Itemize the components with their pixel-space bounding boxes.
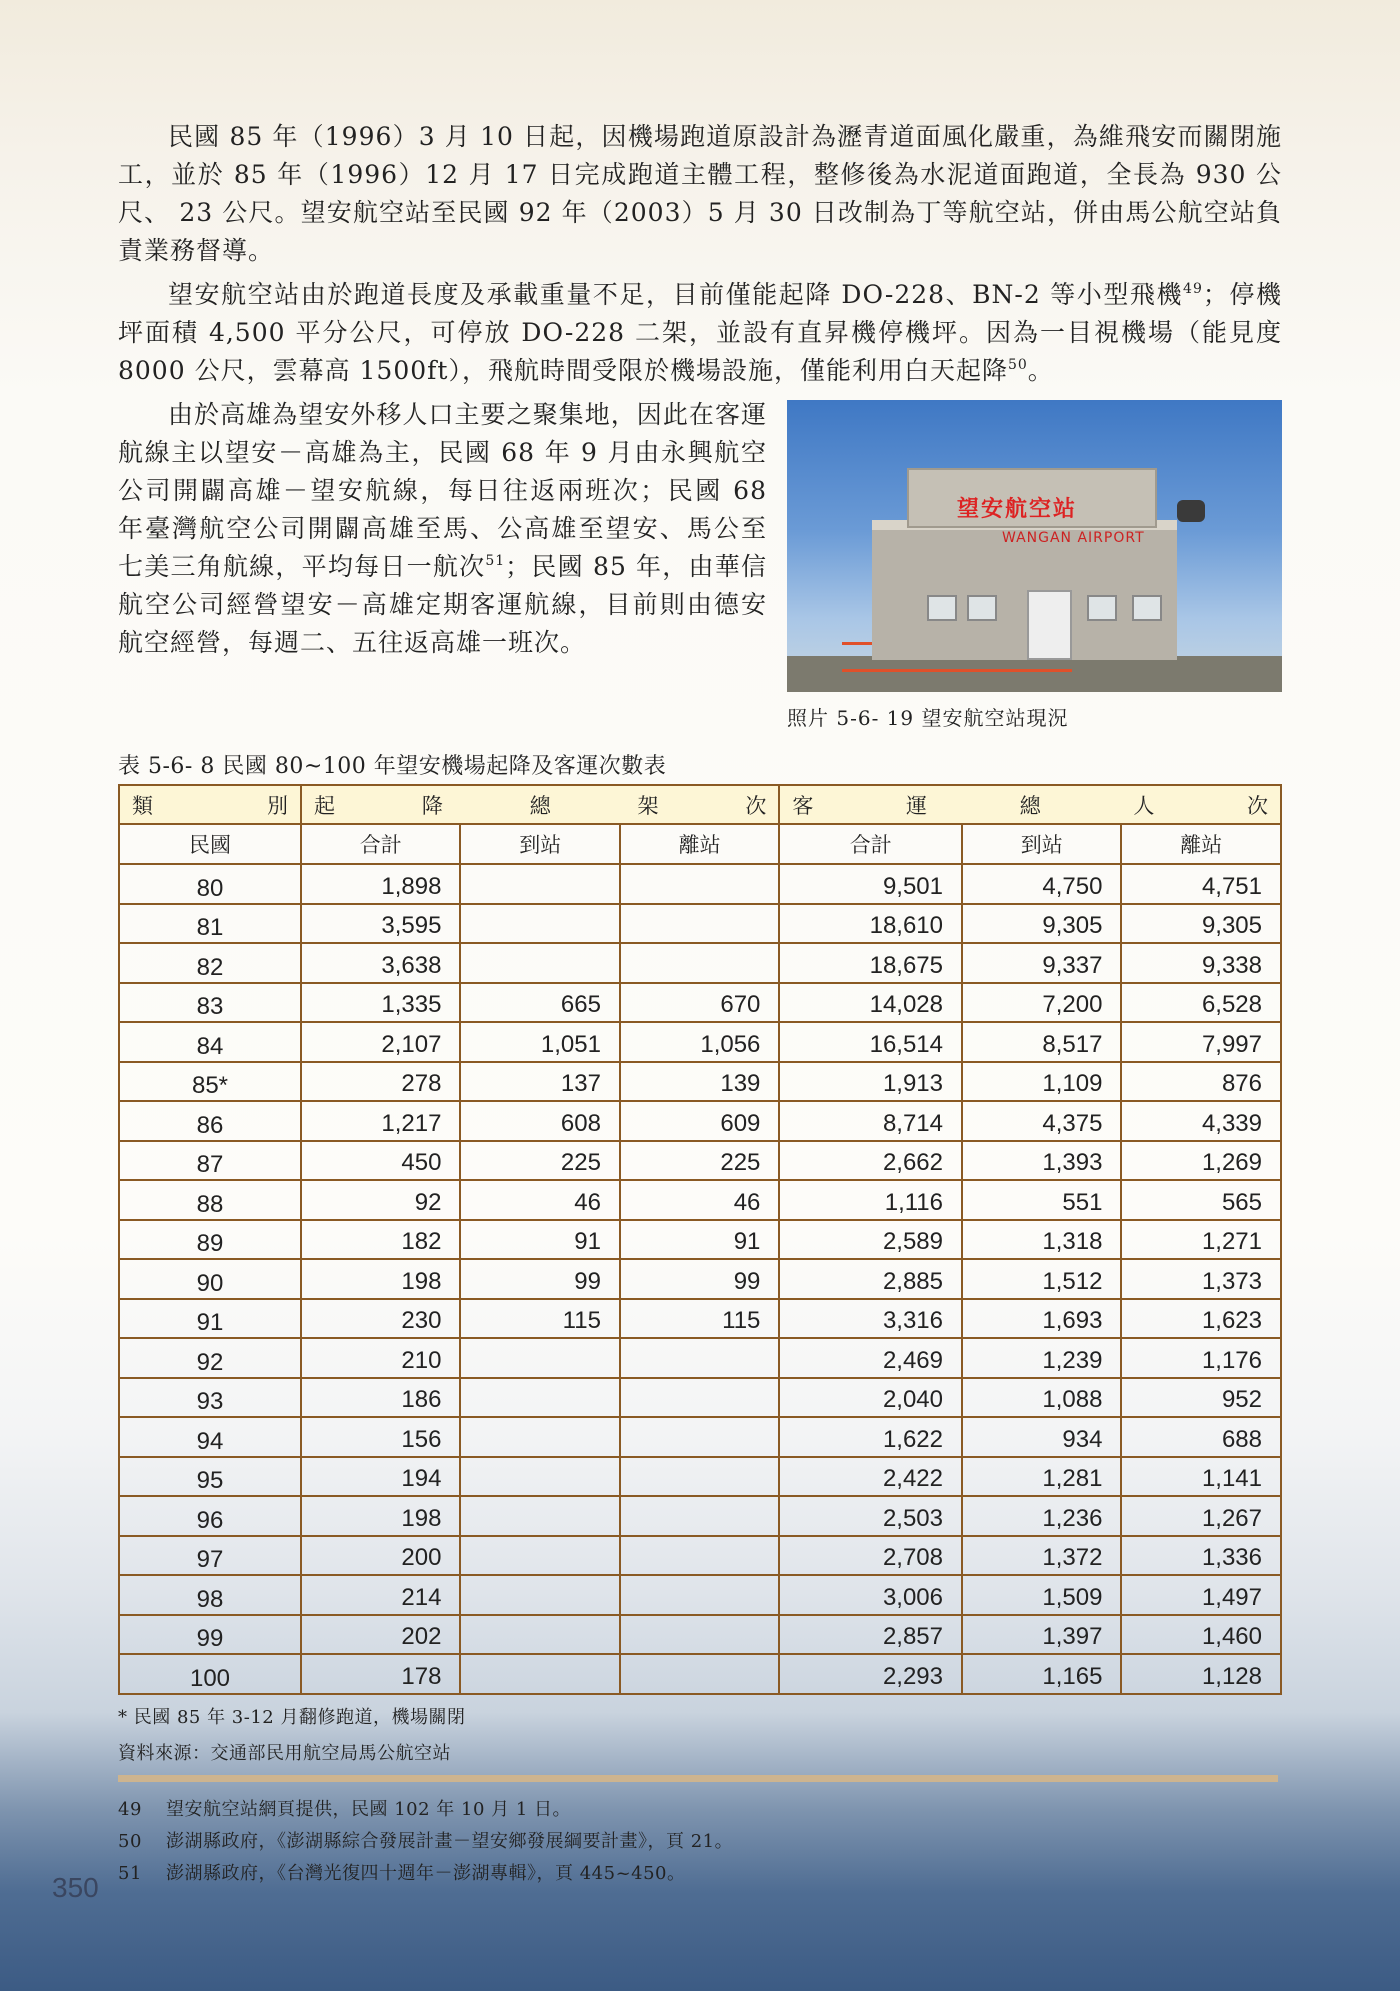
table-source: 資料來源：交通部民用航空局馬公航空站: [118, 1742, 451, 1764]
year-cell: 99: [119, 1615, 301, 1655]
group-header-row: [119, 785, 1281, 824]
year-cell: 84: [119, 1022, 301, 1062]
value-cell: 450: [301, 1141, 460, 1181]
value-cell: 91: [620, 1220, 779, 1260]
value-cell: 7,200: [962, 983, 1121, 1023]
sub-header-cell: 合計: [301, 824, 460, 864]
photo-figure: [787, 400, 1282, 731]
table-note: * 民國 85 年 3-12 月翻修跑道，機場關閉: [118, 1706, 466, 1728]
value-cell: 225: [620, 1141, 779, 1181]
value-cell: [620, 864, 779, 904]
year-cell: 89: [119, 1220, 301, 1260]
value-cell: 7,997: [1121, 1022, 1281, 1062]
table-row: [119, 1299, 1281, 1339]
table-row: [119, 1536, 1281, 1576]
footnote: [118, 1795, 571, 1821]
table-row: [119, 1575, 1281, 1615]
value-cell: [460, 1615, 619, 1655]
table-row: [119, 1220, 1281, 1260]
value-cell: 1,269: [1121, 1141, 1281, 1181]
table-row: [119, 1022, 1281, 1062]
footnote: [118, 1859, 686, 1885]
value-cell: [620, 943, 779, 983]
airport-photo: [787, 400, 1282, 692]
value-cell: [460, 1457, 619, 1497]
value-cell: 9,501: [779, 864, 962, 904]
year-cell: 85*: [119, 1062, 301, 1102]
paragraph-text: 望安航空站由於跑道長度及承載重量不足，目前僅能起降 DO-228、BN-2 等小型飛機: [168, 280, 1184, 309]
value-cell: 4,339: [1121, 1101, 1281, 1141]
value-cell: 1,318: [962, 1220, 1121, 1260]
value-cell: 2,857: [779, 1615, 962, 1655]
value-cell: 1,623: [1121, 1299, 1281, 1339]
value-cell: 1,239: [962, 1338, 1121, 1378]
paragraph-text: 由於高雄為望安外移人口主要之聚集地，因此在客運航線主以望安－高雄為主，民國 68 年 9 月由永興航空公司開闢高雄－望安航線，每日往返兩班次；民國 68 年臺灣航空公司開闢高雄至馬、公高雄至望安、馬公至七美三角航線，平均每日一航次: [118, 400, 767, 581]
value-cell: 1,335: [301, 983, 460, 1023]
sub-header-cell: 合計: [779, 824, 962, 864]
value-cell: 182: [301, 1220, 460, 1260]
value-cell: 1,116: [779, 1180, 962, 1220]
paragraph-text: ；停機坪面積 4,500 平分公尺，可停放 DO-228 二架，並設有直昇機停機坪。因為一目視機場（能見度 8000 公尺，雲幕高 1500ft），飛航時間受限於機場設施，僅能利用白天起降: [118, 280, 1282, 385]
value-cell: 156: [301, 1417, 460, 1457]
header-category: [119, 785, 301, 824]
value-cell: 1,622: [779, 1417, 962, 1457]
value-cell: 8,714: [779, 1101, 962, 1141]
footnote-ref[interactable]: 51: [485, 553, 506, 569]
paragraph-text: 。: [1027, 356, 1054, 385]
value-cell: 99: [620, 1259, 779, 1299]
value-cell: [620, 1496, 779, 1536]
table-row: [119, 1141, 1281, 1181]
footnote-ref[interactable]: 50: [1007, 357, 1028, 373]
value-cell: [620, 1338, 779, 1378]
header-char: 次: [1246, 793, 1268, 818]
paragraph-aircraft: [118, 276, 1282, 390]
value-cell: 9,305: [1121, 904, 1281, 944]
photo-caption: 照片 5-6- 19 望安航空站現況: [787, 706, 1069, 730]
value-cell: 1,281: [962, 1457, 1121, 1497]
table-row: [119, 983, 1281, 1023]
value-cell: 9,337: [962, 943, 1121, 983]
value-cell: 934: [962, 1417, 1121, 1457]
value-cell: 1,913: [779, 1062, 962, 1102]
value-cell: 6,528: [1121, 983, 1281, 1023]
table-row: [119, 1457, 1281, 1497]
value-cell: 18,675: [779, 943, 962, 983]
value-cell: 608: [460, 1101, 619, 1141]
sub-header-cell: 離站: [1121, 824, 1281, 864]
year-cell: 94: [119, 1417, 301, 1457]
value-cell: 1,141: [1121, 1457, 1281, 1497]
footnote-text: 望安航空站網頁提供，民國 102 年 10 月 1 日。: [166, 1799, 572, 1820]
header-char: 起: [314, 793, 335, 818]
page-content: [118, 118, 1282, 1765]
value-cell: [460, 1417, 619, 1457]
value-cell: 1,271: [1121, 1220, 1281, 1260]
value-cell: 210: [301, 1338, 460, 1378]
year-cell: 100: [119, 1654, 301, 1694]
value-cell: 3,006: [779, 1575, 962, 1615]
value-cell: 9,305: [962, 904, 1121, 944]
value-cell: [460, 1496, 619, 1536]
year-cell: 91: [119, 1299, 301, 1339]
value-cell: 46: [620, 1180, 779, 1220]
value-cell: 609: [620, 1101, 779, 1141]
value-cell: 2,589: [779, 1220, 962, 1260]
table-row: [119, 1654, 1281, 1694]
value-cell: 278: [301, 1062, 460, 1102]
value-cell: 1,056: [620, 1022, 779, 1062]
footnote-divider: [118, 1775, 1278, 1782]
value-cell: 2,107: [301, 1022, 460, 1062]
year-cell: 92: [119, 1338, 301, 1378]
value-cell: 2,885: [779, 1259, 962, 1299]
value-cell: 1,460: [1121, 1615, 1281, 1655]
value-cell: 1,512: [962, 1259, 1121, 1299]
sub-header-cell: 民國: [119, 824, 301, 864]
value-cell: 91: [460, 1220, 619, 1260]
paragraph-runway: [118, 118, 1282, 270]
table-title: 表 5-6- 8 民國 80~100 年望安機場起降及客運次數表: [118, 754, 667, 779]
value-cell: 1,165: [962, 1654, 1121, 1694]
value-cell: 1,393: [962, 1141, 1121, 1181]
year-cell: 96: [119, 1496, 301, 1536]
footnote-text: 澎湖縣政府，《澎湖縣綜合發展計畫－望安鄉發展綱要計畫》，頁 21。: [166, 1831, 734, 1852]
value-cell: 115: [620, 1299, 779, 1339]
value-cell: 2,662: [779, 1141, 962, 1181]
footnote: [118, 1827, 733, 1853]
value-cell: 1,088: [962, 1378, 1121, 1418]
header-char: 別: [267, 793, 288, 818]
header-char: 人: [1133, 793, 1155, 818]
value-cell: 4,375: [962, 1101, 1121, 1141]
value-cell: 3,316: [779, 1299, 962, 1339]
table-row: [119, 1259, 1281, 1299]
photo-sign-english: WANGAN AIRPORT: [1002, 530, 1145, 546]
value-cell: 2,503: [779, 1496, 962, 1536]
table-row: [119, 1615, 1281, 1655]
value-cell: 565: [1121, 1180, 1281, 1220]
value-cell: 139: [620, 1062, 779, 1102]
value-cell: 688: [1121, 1417, 1281, 1457]
year-cell: 83: [119, 983, 301, 1023]
value-cell: [460, 943, 619, 983]
table-row: [119, 1496, 1281, 1536]
table-row: [119, 1378, 1281, 1418]
value-cell: 1,176: [1121, 1338, 1281, 1378]
header-char: 架: [637, 793, 659, 818]
table-row: [119, 943, 1281, 983]
sub-header-cell: 到站: [962, 824, 1121, 864]
value-cell: 16,514: [779, 1022, 962, 1062]
value-cell: 1,217: [301, 1101, 460, 1141]
year-cell: 80: [119, 864, 301, 904]
sub-header-cell: 離站: [620, 824, 779, 864]
value-cell: 1,397: [962, 1615, 1121, 1655]
value-cell: 1,128: [1121, 1654, 1281, 1694]
sub-header-cell: 到站: [460, 824, 619, 864]
year-cell: 82: [119, 943, 301, 983]
value-cell: 214: [301, 1575, 460, 1615]
value-cell: [460, 904, 619, 944]
value-cell: 225: [460, 1141, 619, 1181]
year-cell: 98: [119, 1575, 301, 1615]
value-cell: 1,509: [962, 1575, 1121, 1615]
header-char: 次: [745, 793, 767, 818]
year-cell: 95: [119, 1457, 301, 1497]
value-cell: 198: [301, 1496, 460, 1536]
value-cell: [620, 1615, 779, 1655]
value-cell: [620, 904, 779, 944]
year-cell: 86: [119, 1101, 301, 1141]
value-cell: 4,751: [1121, 864, 1281, 904]
value-cell: [460, 864, 619, 904]
value-cell: 178: [301, 1654, 460, 1694]
footnote-ref[interactable]: 49: [1183, 281, 1203, 297]
value-cell: 876: [1121, 1062, 1281, 1102]
footnote-number: 51: [118, 1863, 142, 1884]
table-row: [119, 864, 1281, 904]
value-cell: 1,497: [1121, 1575, 1281, 1615]
value-cell: 14,028: [779, 983, 962, 1023]
paragraph-text: ；民國 85 年，由華信航空公司經營望安－高雄定期客運航線，目前則由德安航空經營，每週二、五往返高雄一班次。: [118, 552, 767, 657]
header-char: 降: [421, 793, 443, 818]
value-cell: 202: [301, 1615, 460, 1655]
header-char: 總: [529, 793, 551, 818]
value-cell: 1,051: [460, 1022, 619, 1062]
value-cell: [460, 1654, 619, 1694]
value-cell: 230: [301, 1299, 460, 1339]
header-passengers: [779, 785, 1281, 824]
year-cell: 90: [119, 1259, 301, 1299]
value-cell: 115: [460, 1299, 619, 1339]
value-cell: 670: [620, 983, 779, 1023]
value-cell: 194: [301, 1457, 460, 1497]
page-number: 350: [52, 1872, 99, 1903]
value-cell: 2,708: [779, 1536, 962, 1576]
value-cell: 1,267: [1121, 1496, 1281, 1536]
header-char: 總: [1019, 793, 1041, 818]
value-cell: 18,610: [779, 904, 962, 944]
table-row: [119, 1338, 1281, 1378]
value-cell: [460, 1378, 619, 1418]
value-cell: 1,898: [301, 864, 460, 904]
table-row: [119, 1180, 1281, 1220]
value-cell: 9,338: [1121, 943, 1281, 983]
header-char: 客: [792, 793, 814, 818]
value-cell: 3,595: [301, 904, 460, 944]
value-cell: 2,422: [779, 1457, 962, 1497]
footnote-number: 49: [118, 1799, 142, 1820]
photo-sign-chinese: 望安航空站: [957, 497, 1078, 522]
value-cell: [620, 1536, 779, 1576]
value-cell: 46: [460, 1180, 619, 1220]
value-cell: [460, 1536, 619, 1576]
value-cell: 2,040: [779, 1378, 962, 1418]
year-cell: 93: [119, 1378, 301, 1418]
year-cell: 88: [119, 1180, 301, 1220]
value-cell: 3,638: [301, 943, 460, 983]
value-cell: 952: [1121, 1378, 1281, 1418]
value-cell: 1,236: [962, 1496, 1121, 1536]
value-cell: 137: [460, 1062, 619, 1102]
value-cell: 198: [301, 1259, 460, 1299]
value-cell: [460, 1338, 619, 1378]
value-cell: 665: [460, 983, 619, 1023]
value-cell: [620, 1654, 779, 1694]
value-cell: 1,373: [1121, 1259, 1281, 1299]
table-row: [119, 1417, 1281, 1457]
header-flights: [301, 785, 779, 824]
value-cell: 92: [301, 1180, 460, 1220]
value-cell: 200: [301, 1536, 460, 1576]
year-cell: 87: [119, 1141, 301, 1181]
value-cell: [620, 1457, 779, 1497]
value-cell: 186: [301, 1378, 460, 1418]
value-cell: 4,750: [962, 864, 1121, 904]
value-cell: 99: [460, 1259, 619, 1299]
sub-header-row: [119, 824, 1281, 864]
paragraph-text: 民國 85 年（1996）3 月 10 日起，因機場跑道原設計為瀝青道面風化嚴重，為維飛安而關閉施工，並於 85 年（1996）12 月 17 日完成跑道主體工程，整修後為水泥道面跑道，全長為 930 公尺、 23 公尺。望安航空站至民國 92 年（2003）5 月 30 日改制為丁等航空站，併由馬公航空站負責業務督導。: [118, 122, 1282, 265]
table-row: [119, 904, 1281, 944]
value-cell: 1,372: [962, 1536, 1121, 1576]
value-cell: [620, 1417, 779, 1457]
value-cell: 1,336: [1121, 1536, 1281, 1576]
year-cell: 81: [119, 904, 301, 944]
table-row: [119, 1101, 1281, 1141]
value-cell: 1,693: [962, 1299, 1121, 1339]
value-cell: [620, 1575, 779, 1615]
value-cell: [620, 1378, 779, 1418]
value-cell: 2,469: [779, 1338, 962, 1378]
table-row: [119, 1062, 1281, 1102]
value-cell: 1,109: [962, 1062, 1121, 1102]
header-char: 運: [906, 793, 928, 818]
footnote-number: 50: [118, 1831, 142, 1852]
footnote-text: 澎湖縣政府，《台灣光復四十週年－澎湖專輯》，頁 445~450。: [166, 1863, 686, 1884]
value-cell: 2,293: [779, 1654, 962, 1694]
value-cell: [460, 1575, 619, 1615]
year-cell: 97: [119, 1536, 301, 1576]
value-cell: 8,517: [962, 1022, 1121, 1062]
header-char: 類: [132, 793, 153, 818]
value-cell: 551: [962, 1180, 1121, 1220]
airport-statistics-table: [118, 784, 1282, 1695]
